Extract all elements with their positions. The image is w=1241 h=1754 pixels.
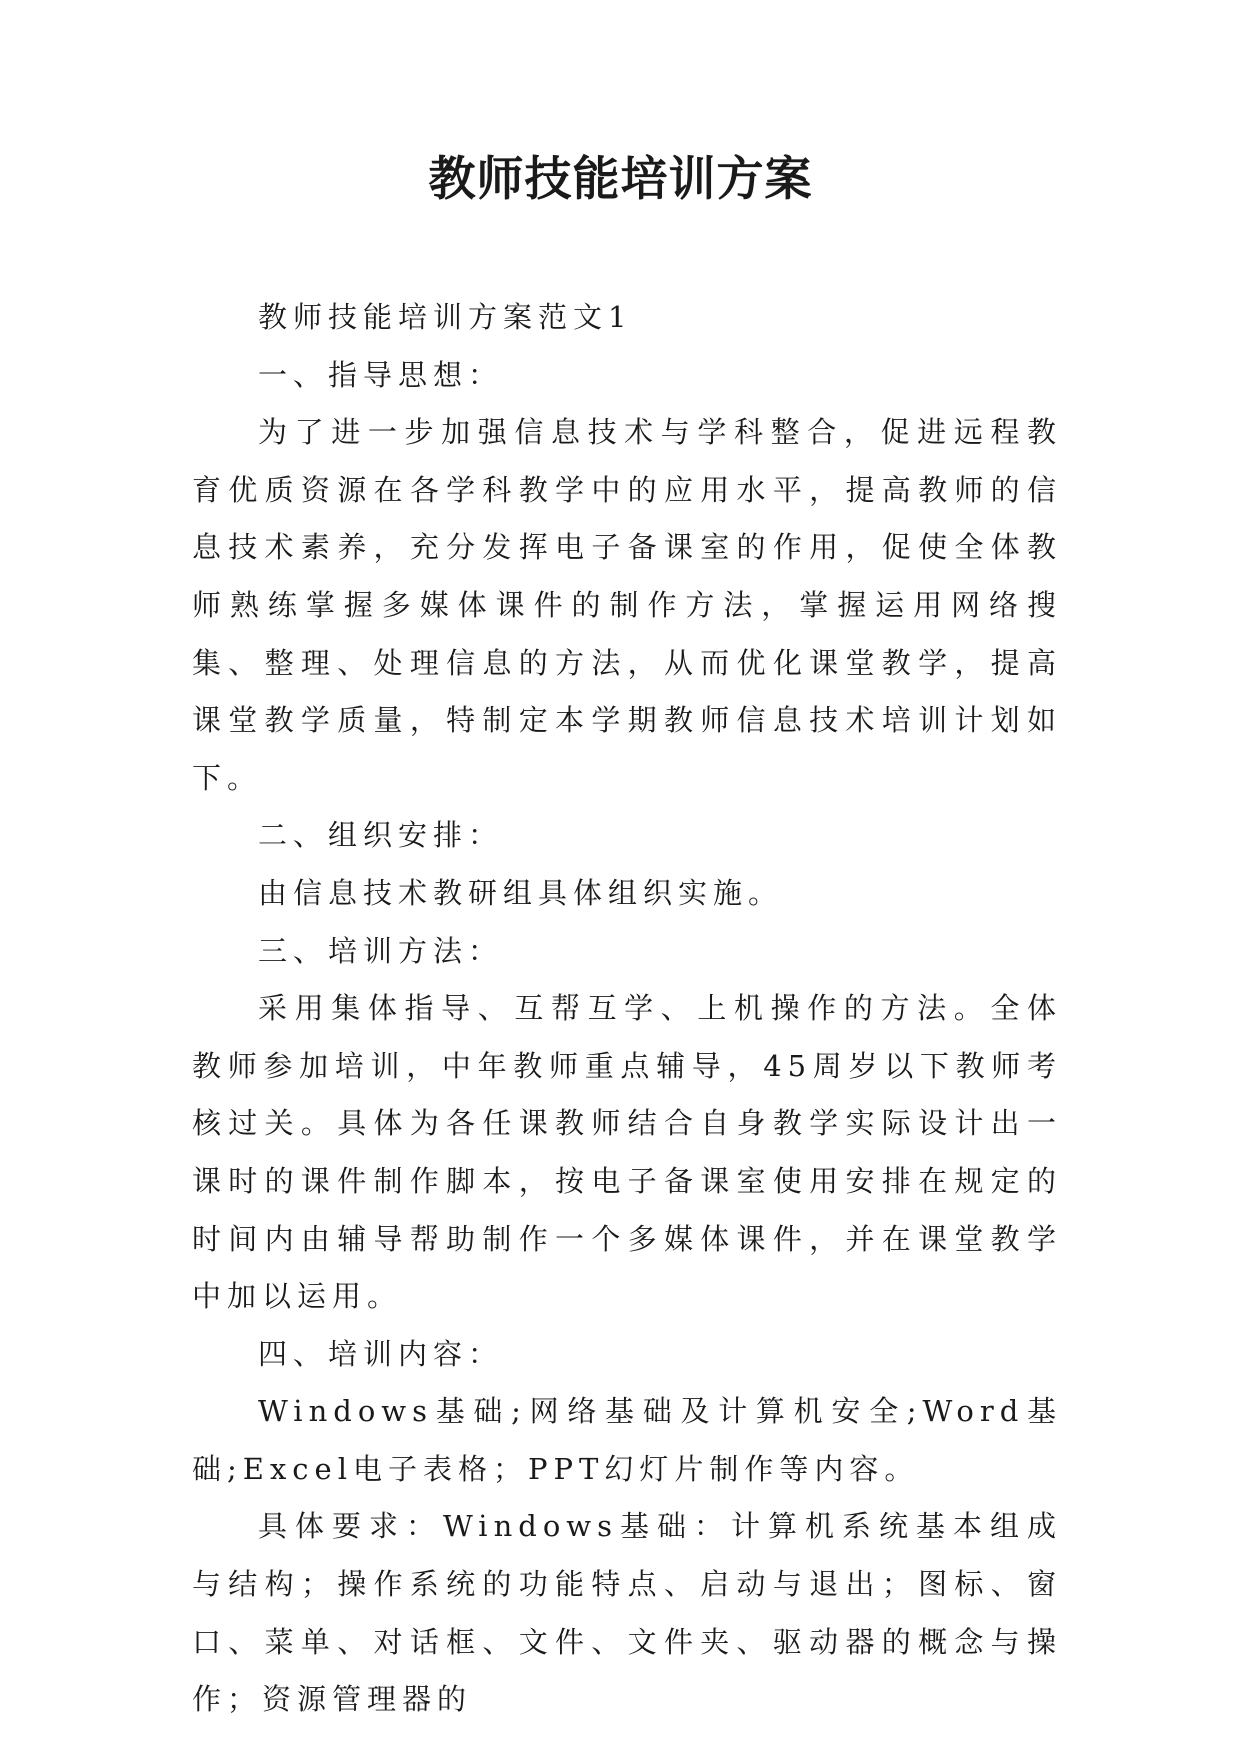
paragraph-heading-training-content: 四、培训内容： bbox=[258, 1336, 504, 1371]
paragraph-guiding-thought: 为了进一步加强信息技术与学科整合，促进远程教育优质资源在各学科教学中的应用水平，提高教师的信息技术素养，充分发挥电子备课室的作用，促使全体教师熟练掌握多媒体课件的制作方法，掌握运用网络搜集、整理、处理信息的方法，从而优化课堂教学，提高课堂教学质量，特制定本学期教师信息技术培训计划如下。 bbox=[192, 415, 1062, 795]
document-title: 教师技能培训方案 bbox=[428, 152, 813, 207]
paragraph-training-content: Windows基础;网络基础及计算机安全;Word基础;Excel电子表格；PPT幻灯片制作等内容。 bbox=[192, 1394, 1062, 1486]
paragraph-heading-training-method: 三、培训方法： bbox=[258, 933, 504, 968]
paragraph-subtitle: 教师技能培训方案范文1 bbox=[258, 300, 633, 334]
paragraph-heading-organization: 二、组织安排： bbox=[258, 818, 504, 853]
paragraph-training-method: 采用集体指导、互帮互学、上机操作的方法。全体教师参加培训，中年教师重点辅导，45周岁以下教师考核过关。具体为各任课教师结合自身教学实际设计出一课时的课件制作脚本，按电子备课室使用安排在规定的时间内由辅导帮助制作一个多媒体课件，并在课堂教学中加以运用。 bbox=[192, 991, 1062, 1314]
paragraph-specific-requirements: 具体要求：Windows基础：计算机系统基本组成与结构；操作系统的功能特点、启动与退出；图标、窗口、菜单、对话框、文件、文件夹、驱动器的概念与操作；资源管理器的 bbox=[192, 1509, 1062, 1717]
paragraph-heading-guiding-thought: 一、指导思想： bbox=[258, 357, 504, 392]
paragraph-organization: 由信息技术教研组具体组织实施。 bbox=[258, 875, 784, 910]
document-body bbox=[192, 289, 1062, 1729]
